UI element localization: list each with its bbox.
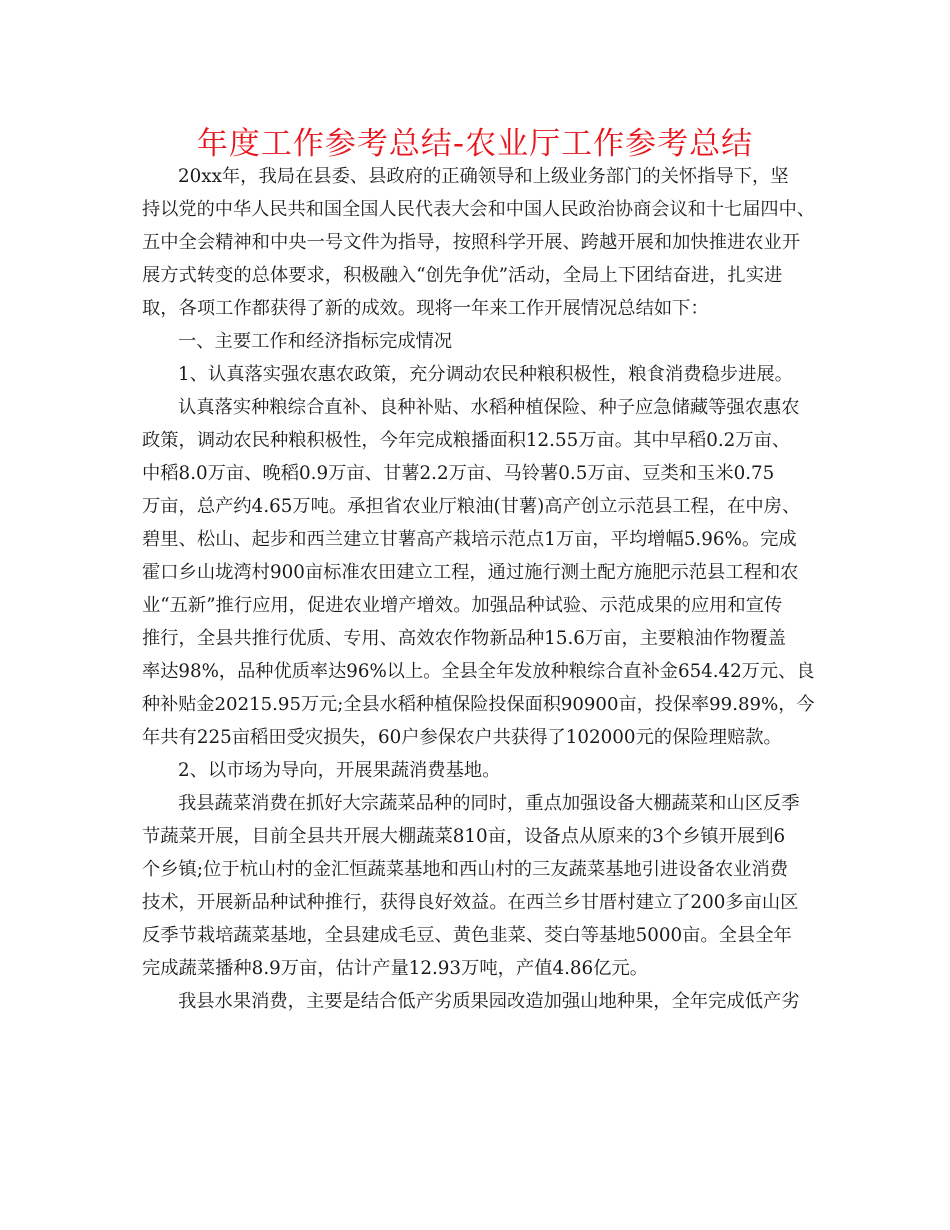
- body-line: 碧里、松山、起步和西兰建立甘薯高产栽培示范点1万亩，平均增幅5.96%。完成: [142, 529, 797, 550]
- body-line: 五中全会精神和中央一号文件为指导，按照科学开展、跨越开展和加快推进农业开: [142, 232, 801, 253]
- body-line: 我县水果消费，主要是结合低产劣质果园改造加强山地种果，全年完成低产劣: [178, 991, 800, 1012]
- body-line: 1、认真落实强农惠农政策，充分调动农民种粮积极性，粮食消费稳步进展。: [178, 364, 793, 385]
- body-line: 技术，开展新品种试种推行，获得良好效益。在西兰乡甘厝村建立了200多亩山区: [142, 892, 799, 913]
- body-line: 种补贴金20215.95万元;全县水稻种植保险投保面积90900亩，投保率99.89%，今: [142, 694, 815, 715]
- body-line: 持以党的中华人民共和国全国人民代表大会和中国人民政治协商会议和十七届四中、: [142, 199, 815, 220]
- body-line: 年共有225亩稻田受灾损失，60户参保农户共获得了102000元的保险理赔款。: [142, 727, 782, 748]
- body-line: 一、主要工作和经济指标完成情况: [178, 331, 453, 352]
- body-line: 推行，全县共推行优质、专用、高效农作物新品种15.6万亩，主要粮油作物覆盖: [142, 628, 786, 649]
- body-line: 取，各项工作都获得了新的成效。现将一年来工作开展情况总结如下：: [142, 298, 709, 319]
- body-line: 我县蔬菜消费在抓好大宗蔬菜品种的同时，重点加强设备大棚蔬菜和山区反季: [178, 793, 800, 814]
- body-line: 2、以市场为导向，开展果蔬消费基地。: [178, 760, 501, 781]
- body-line: 政策，调动农民种粮积极性，今年完成粮播面积12.55万亩。其中早稻0.2万亩、: [142, 430, 791, 451]
- body-line: 认真落实种粮综合直补、良种补贴、水稻种植保险、种子应急储藏等强农惠农: [178, 397, 800, 418]
- body-line: 霍口乡山垅湾村900亩标准农田建立工程，通过施行测土配方施肥示范县工程和农: [142, 562, 799, 583]
- body-line: 万亩，总产约4.65万吨。承担省农业厅粮油(甘薯)高产创立示范县工程，在中房、: [142, 496, 801, 517]
- body-line: 20xx年，我局在县委、县政府的正确领导和上级业务部门的关怀指导下，坚: [178, 166, 789, 187]
- body-line: 节蔬菜开展，目前全县共开展大棚蔬菜810亩，设备点从原来的3个乡镇开展到6: [142, 826, 786, 847]
- body-line: 完成蔬菜播种8.9万亩，估计产量12.93万吨，产值4.86亿元。: [142, 958, 649, 979]
- body-line: 业“五新”推行应用，促进农业增产增效。加强品种试验、示范成果的应用和宣传: [142, 595, 783, 616]
- body-line: 个乡镇;位于杭山村的金汇恒蔬菜基地和西山村的三友蔬菜基地引进设备农业消费: [142, 859, 789, 880]
- body-line: 率达98%，品种优质率达96%以上。全县全年发放种粮综合直补金654.42万元、良: [142, 661, 815, 682]
- document-title: 年度工作参考总结-农业厅工作参考总结: [196, 126, 754, 162]
- body-line: 展方式转变的总体要求，积极融入“创先争优”活动，全局上下团结奋进，扎实进: [142, 265, 783, 286]
- body-line: 反季节栽培蔬菜基地，全县建成毛豆、黄色韭菜、茭白等基地5000亩。全县全年: [142, 925, 792, 946]
- body-line: 中稻8.0万亩、晚稻0.9万亩、甘薯2.2万亩、马铃薯0.5万亩、豆类和玉米0.75: [142, 463, 775, 484]
- document-body: [142, 160, 814, 1018]
